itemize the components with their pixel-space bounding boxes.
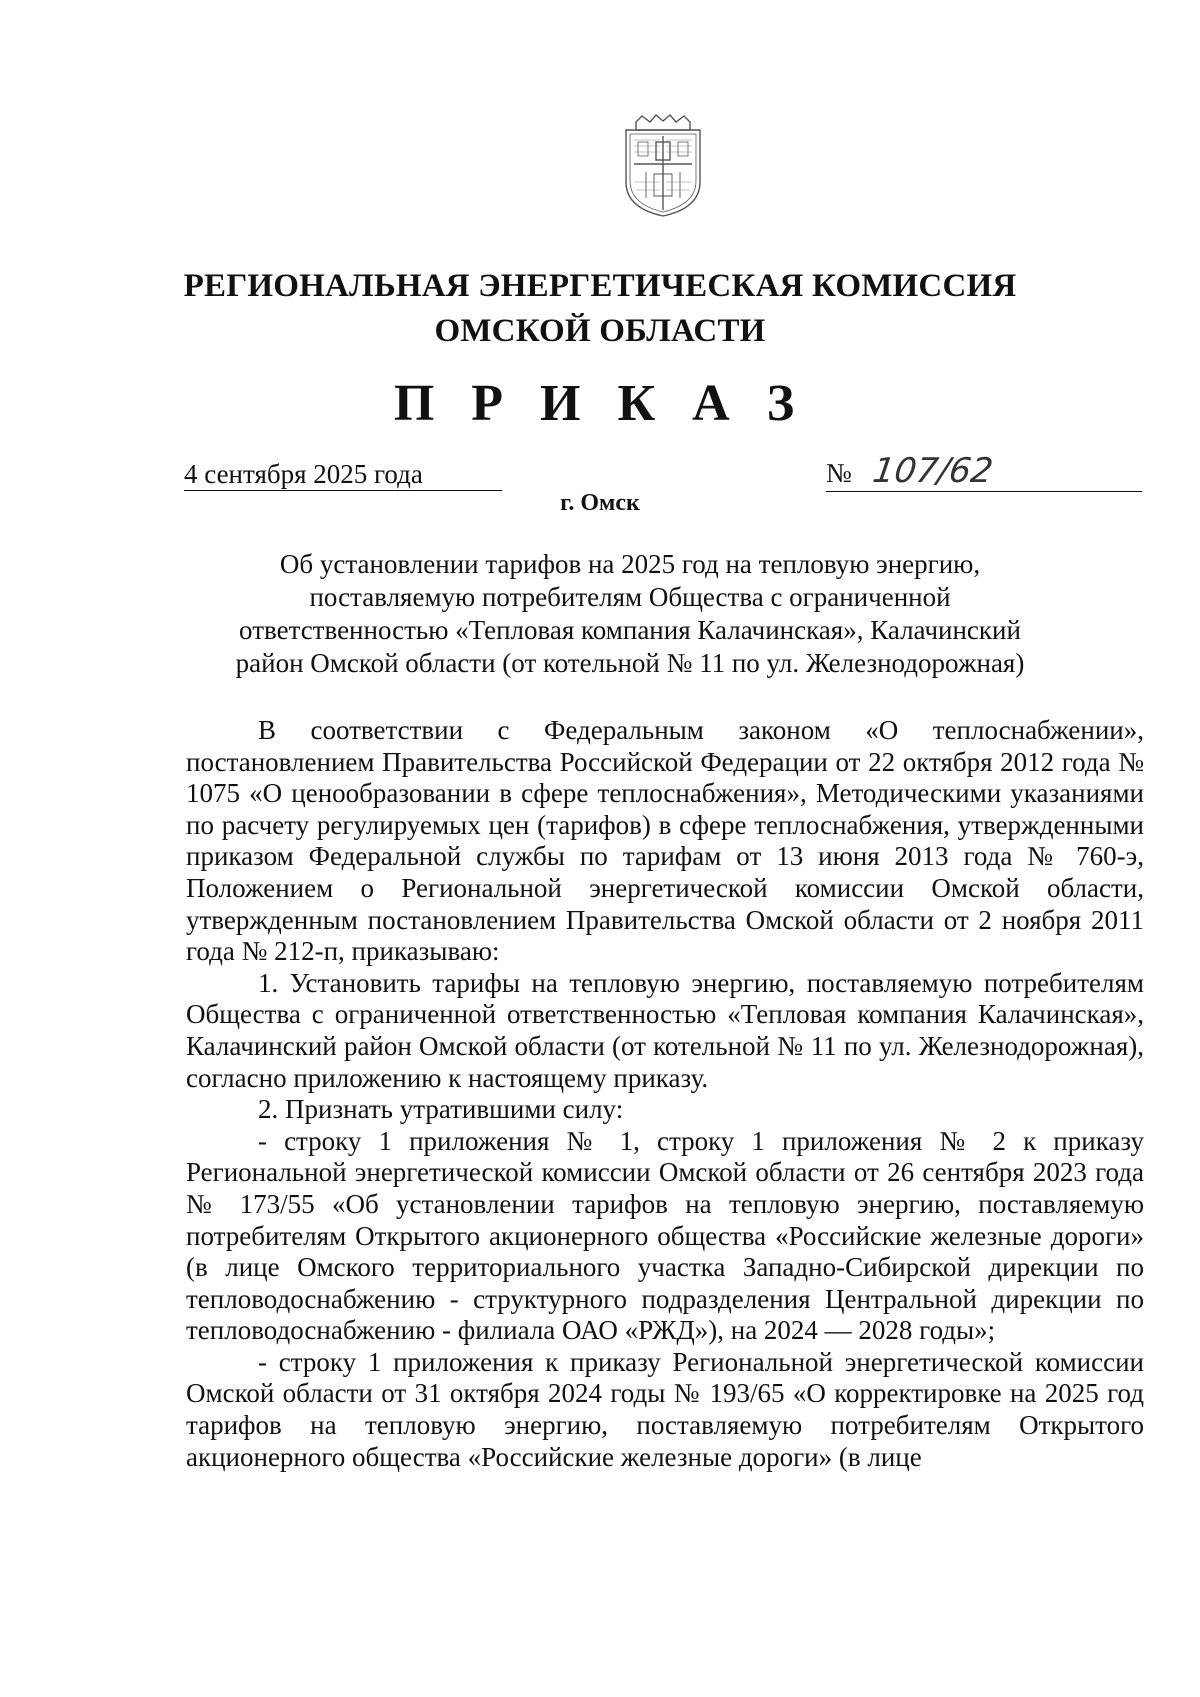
item-2-paragraph: 2. Признать утратившими силу: xyxy=(258,1094,624,1125)
subject-line: ответственностью «Тепловая компания Калачинская», Калачинский xyxy=(239,615,1021,645)
organization-name-line1: РЕГИОНАЛЬНАЯ ЭНЕРГЕТИЧЕСКАЯ КОМИССИЯ xyxy=(183,268,1017,304)
item-2a-paragraph: - строку 1 приложения № 1, строку 1 приложения № 2 к приказу Региональной энергетической комиссии Омской области от 26 сентября 2023 года № 173/55 «Об установлении тарифов на тепловую энергию, поставляемую потребителям Открытого акционерного общества «Российские железные дороги» (в лице Омского территориального участка Западно-Сибирской дирекции по тепловодоснабжению - структурного подразделения Центральной дирекции по тепловодоснабжению - филиала ОАО «РЖД»), на 2024 — 2028 годы»; xyxy=(186,1125,1144,1346)
subject-line: район Омской области (от котельной № 11 по ул. Железнодорожная) xyxy=(235,648,1025,678)
subject-line: поставляемую потребителям Общества с ограниченной xyxy=(309,582,951,612)
organization-name-line2: ОМСКОЙ ОБЛАСТИ xyxy=(434,313,766,349)
document-type-title: П Р И К А З xyxy=(393,375,807,432)
subject-line: Об установлении тарифов на 2025 год на тепловую энергию, xyxy=(279,549,981,579)
order-date: 4 сентября 2025 года xyxy=(184,458,502,491)
order-number-field xyxy=(826,453,1142,492)
preamble-paragraph: В соответствии с Федеральным законом «О теплоснабжении», постановлением Правительства Российской Федерации от 22 октября 2012 года № 1075 «О ценообразовании в сфере теплоснабжения», Методическими указаниями по расчету регулируемых цен (тарифов) в сфере теплоснабжения, утвержденными приказом Федеральной службы по тарифам от 13 июня 2013 года № 760-э, Положением о Региональной энергетической комиссии Омской области, утвержденным постановлением Правительства Омской области от 2 ноября 2011 года № 212-п, приказываю: xyxy=(186,715,1144,967)
order-subject xyxy=(230,548,1030,680)
handwritten-order-number: 107/62 xyxy=(869,451,995,491)
order-body xyxy=(186,715,1144,1473)
item-2b-paragraph: - строку 1 приложения к приказу Региональной энергетической комиссии Омской области от 31 октября 2024 годы № 193/65 «О корректировке на 2025 год тарифов на тепловую энергию, поставляемую потребителям Открытого акционерного общества «Российские железные дороги» (в лице xyxy=(186,1346,1144,1472)
item-1-paragraph: 1. Установить тарифы на тепловую энергию, поставляемую потребителям Общества с ограниченной ответственностью «Тепловая компания Калачинская», Калачинский район Омской области (от котельной № 11 по ул. Железнодорожная), согласно приложению к настоящему приказу. xyxy=(186,967,1144,1093)
city-label: г. Омск xyxy=(560,490,640,516)
coat-of-arms-emblem xyxy=(616,112,710,220)
number-sign: № xyxy=(826,458,852,488)
